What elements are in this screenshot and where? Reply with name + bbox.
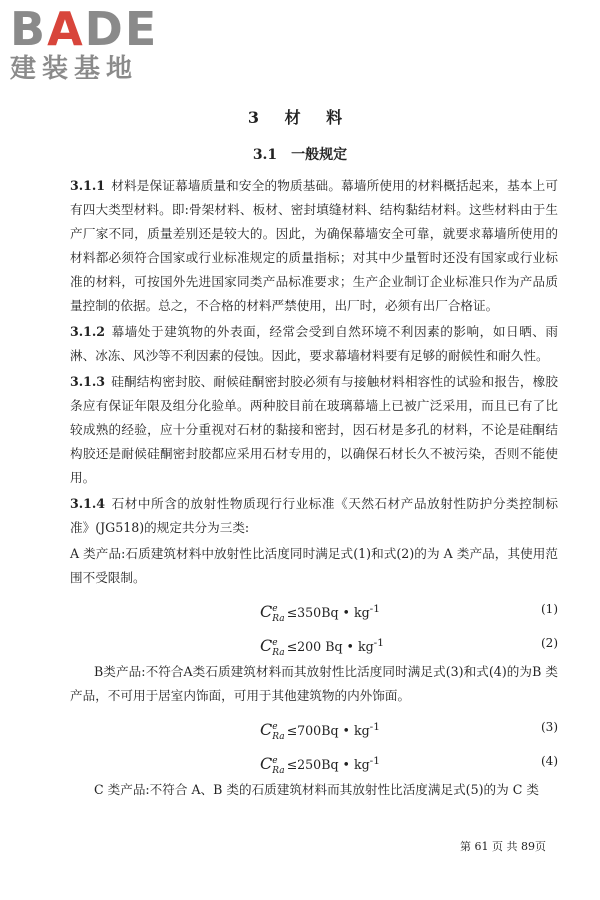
- formula-subscript: Ra: [272, 765, 285, 776]
- formula-number: (4): [541, 754, 558, 768]
- formula-subscript: Ra: [272, 613, 285, 624]
- formula-scripts: [272, 722, 284, 742]
- logo-brand-text: [10, 2, 180, 56]
- paragraph-text: 硅酮结构密封胶、耐候硅酮密封胶必须有与接触材料相容性的试验和报告，橡胶条应有保证年限及组分化验单。两种胶目前在玻璃幕墙上已被广泛采用，而且已有了比较成熟的经验，应十分重视对石材的黏接和密封，因石材是多孔的材料，不论是硅酮结构胶还是耐候硅酮密封胶都应采用石材专用的，以确保石材长久不被污染，否则不能使用。: [70, 374, 558, 485]
- paragraph-number: 3.1.4: [70, 496, 106, 511]
- formula-expression: [260, 592, 380, 630]
- formula-1: [70, 592, 558, 626]
- formula-superscript: e: [272, 637, 278, 648]
- chapter-title: 3 材 料: [247, 108, 353, 127]
- formula-symbol: C: [260, 602, 273, 622]
- formula-2: [70, 626, 558, 660]
- formula-value: ≤350Bq • kg: [286, 605, 370, 621]
- formula-superscript: e: [272, 721, 278, 732]
- formula-scripts: [272, 756, 284, 776]
- formula-symbol: C: [260, 720, 273, 740]
- paragraph-number: 3.1.1: [70, 178, 106, 193]
- formula-symbol: C: [260, 754, 273, 774]
- paragraph-text: 幕墙处于建筑物的外表面，经常会受到自然环境不利因素的影响，如日晒、雨淋、冰冻、风沙等不利因素的侵蚀。因此，要求幕墙材料要有足够的耐候性和耐久性。: [70, 324, 558, 363]
- formula-subscript: Ra: [272, 731, 285, 742]
- formula-exponent: -1: [369, 721, 380, 733]
- paragraph-text: 石材中所含的放射性物质现行行业标准《天然石材产品放射性防护分类控制标准》(JG518)的规定共分为三类:: [70, 496, 558, 535]
- formula-value: ≤200 Bq • kg: [286, 639, 374, 655]
- paragraph-3-1-1: [70, 174, 558, 318]
- formula-expression: [260, 744, 380, 782]
- formula-number: (3): [541, 720, 558, 734]
- formula-scripts: [272, 604, 284, 624]
- paragraph-3-1-4: [70, 492, 558, 540]
- paragraph-text: 材料是保证幕墙质量和安全的物质基础。幕墙所使用的材料概括起来，基本上可有四大类型材料。即:骨架材料、板材、密封填缝材料、结构黏结材料。这些材料由于生产厂家不同，质量差别还是较大的。因此，为确保幕墙安全可靠，就要求幕墙所使用的材料都必须符合国家或行业标准规定的质量指标；对其中少量暂时还没有国家或行业标准的材料，可按国外先进国家同类产品标准要求；生产企业制订企业标准只作为产品质量控制的依据。总之，不合格的材料严禁使用，出厂时，必须有出厂合格证。: [70, 178, 558, 313]
- paragraph-3-1-2: [70, 320, 558, 368]
- formula-3: [70, 710, 558, 744]
- paragraph-number: 3.1.2: [70, 324, 106, 339]
- formula-value: ≤250Bq • kg: [286, 757, 370, 773]
- logo-subtitle: 建装基地: [10, 54, 139, 84]
- section-title: 3.1 一般规定: [252, 147, 348, 163]
- formula-expression: [260, 626, 384, 664]
- class-b-text: B类产品:不符合A类石质建筑材料而其放射性比活度同时满足式(3)和式(4)的为B 类产品，不可用于居室内饰面，可用于其他建筑物的内外饰面。: [70, 664, 558, 703]
- formula-4: [70, 744, 558, 778]
- class-c-text: C 类产品:不符合 A、B 类的石质建筑材料而其放射性比活度满足式(5)的为 C 类: [94, 782, 539, 797]
- brand-logo: [10, 2, 180, 84]
- formula-value: ≤700Bq • kg: [286, 723, 370, 739]
- class-a-text: A 类产品:石质建筑材料中放射性比活度同时满足式(1)和式(2)的为 A 类产品，其使用范围不受限制。: [70, 546, 558, 585]
- formula-expression: [260, 710, 380, 748]
- formula-number: (1): [541, 602, 558, 616]
- formula-exponent: -1: [369, 603, 380, 615]
- formula-superscript: e: [272, 755, 278, 766]
- paragraph-3-1-3: [70, 370, 558, 490]
- document-body: [70, 174, 558, 804]
- formula-subscript: Ra: [272, 647, 285, 658]
- page-number: 第 61 页 共 89页: [460, 840, 546, 853]
- formula-symbol: C: [260, 636, 273, 656]
- paragraph-number: 3.1.3: [70, 374, 106, 389]
- formula-exponent: -1: [369, 755, 380, 767]
- formula-scripts: [272, 638, 284, 658]
- logo-brand-text-value: BADE: [10, 2, 159, 56]
- formula-exponent: -1: [373, 637, 384, 649]
- formula-number: (2): [541, 636, 558, 650]
- formula-superscript: e: [272, 603, 278, 614]
